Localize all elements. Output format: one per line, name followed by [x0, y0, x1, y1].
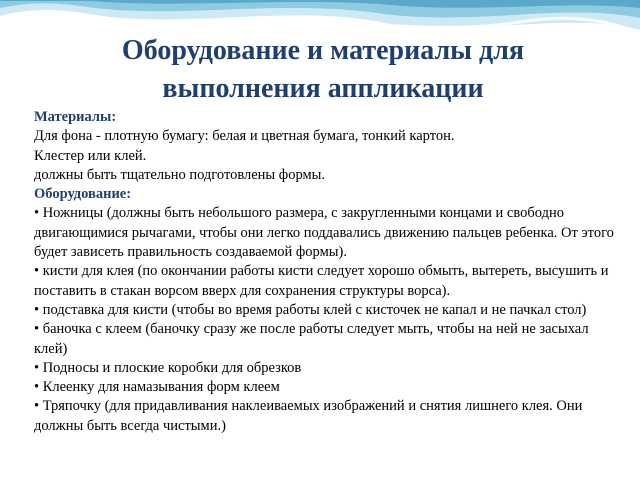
equipment-item-2: [34, 262, 614, 301]
bullet-icon: •: [34, 398, 40, 415]
equipment-item-5: [34, 359, 614, 378]
equipment-item-text: Клеенку для намазывания форм клеем: [42, 379, 280, 396]
materials-line-2: Клестер или клей.: [34, 147, 147, 164]
slide-body: [34, 108, 614, 436]
equipment-item-text: Подносы и плоские коробки для обрезков: [42, 359, 302, 376]
equipment-item-1: [34, 204, 614, 262]
bullet-icon: •: [34, 205, 40, 222]
materials-heading: Материалы:: [34, 109, 117, 125]
slide-title: Оборудование и материалы для выполнения аппликации: [121, 35, 525, 104]
equipment-item-text: Тряпочку (для придавливания наклеиваемых изображений и снятия лишнего клея. Они должны быть всегда чистыми.): [34, 398, 583, 434]
bullet-icon: •: [34, 359, 40, 376]
equipment-item-text: Ножницы (должны быть небольшого размера, с закругленными концами и свободно двигающимися рычагами, чтобы они легко поддавались движению пальцев ребенка. От этого будет зависеть правильность создаваемой формы).: [34, 205, 614, 261]
equipment-heading: Оборудование:: [34, 186, 132, 203]
bullet-icon: •: [34, 379, 40, 396]
equipment-item-7: [34, 397, 614, 436]
bullet-icon: •: [34, 263, 40, 280]
equipment-item-6: [34, 378, 614, 397]
equipment-item-text: подставка для кисти (чтобы во время работы клей с кисточек не капал и не пачкал стол): [42, 301, 587, 318]
bullet-icon: •: [34, 301, 40, 318]
equipment-item-3: [34, 301, 614, 320]
equipment-item-4: [34, 320, 614, 359]
bullet-icon: •: [34, 321, 40, 338]
materials-line-1: Для фона - плотную бумагу: белая и цветная бумага, тонкий картон.: [34, 128, 455, 145]
equipment-item-text: баночка с клеем (баночку сразу же после работы следует мыть, чтобы на ней не засыхал клей): [34, 321, 589, 357]
equipment-item-text: кисти для клея (по окончании работы кисти следует хорошо обмыть, вытереть, высушить и поставить в стакан ворсом вверх для сохранения структуры ворса).: [34, 263, 609, 299]
materials-line-3: должны быть тщательно подготовлены формы.: [34, 166, 326, 183]
